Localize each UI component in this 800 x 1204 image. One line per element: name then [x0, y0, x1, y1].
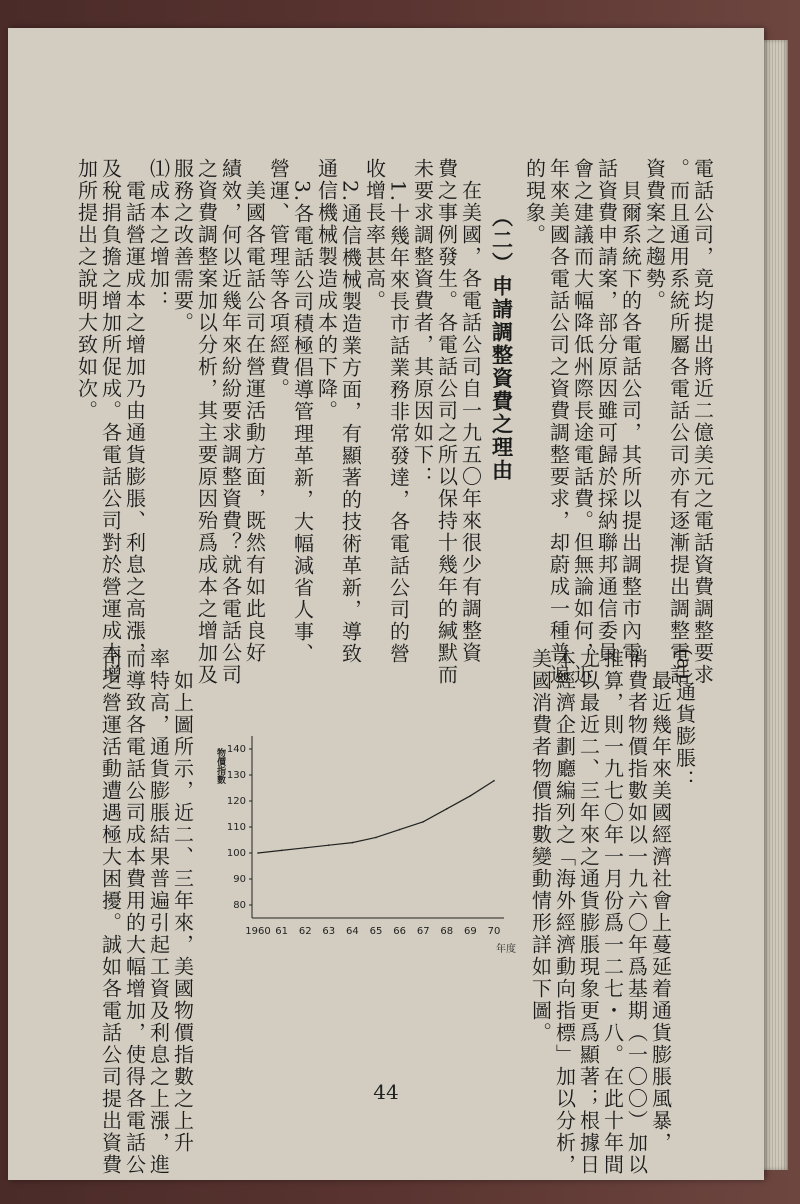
data-point	[328, 844, 330, 846]
br-col-4: 推算，則一九七〇年一月份爲一二七・八。在此十年間	[600, 648, 625, 1176]
top-col-6: 會之建議而大幅降低州際長途電話費。但無論如何，近	[570, 158, 595, 686]
top-col-24: 電話營運成本之增加乃由通貨膨脹、利息之高漲，	[122, 158, 147, 664]
data-point	[352, 842, 354, 844]
data-point	[446, 808, 448, 810]
data-point	[493, 780, 495, 782]
y-tick-label: 140	[226, 744, 246, 755]
data-point	[304, 847, 306, 849]
price-index-chart	[204, 718, 534, 968]
top-col-5: 話資費申請案，部分原因雖可歸於採納聯邦通信委員	[594, 158, 619, 664]
x-tick-label: 70	[487, 926, 501, 937]
data-point	[399, 829, 401, 831]
br-col-1: (a)通貨膨脹：	[672, 648, 697, 792]
x-tick-label: 68	[440, 926, 454, 937]
page-edges	[764, 40, 788, 1170]
top-col-4: 貝爾系統下的各電話公司，其所以提出調整市內電	[618, 158, 643, 664]
top-col-12: 未要求調整資費者，其原因如下：	[410, 158, 435, 488]
top-col-26: 加所提出之說明大致如次。	[74, 158, 99, 422]
y-tick-label: 100	[226, 848, 246, 859]
data-point	[375, 837, 377, 839]
top-col-25: 及稅捐負擔之增加所促成。各電話公司對於營運成本增	[98, 158, 123, 686]
y-axis-label: 物價指數	[215, 748, 225, 784]
top-col-19: 美國各電話公司在營運活動方面，既然有如此良好	[242, 158, 267, 664]
x-axis-label: 年度	[496, 944, 516, 955]
top-col-23: ⑴成本之增加：	[146, 158, 171, 312]
br-col-2: 最近幾年來美國經濟社會上蔓延着通貨膨脹風暴，	[648, 648, 673, 1154]
y-tick-label: 120	[226, 796, 246, 807]
x-tick-label: 65	[369, 926, 383, 937]
top-col-22: 服務之改善需要。	[170, 158, 195, 334]
x-tick-label: 64	[346, 926, 359, 937]
top-col-8: 的現象。	[522, 158, 547, 246]
br-col-6: 本經濟企劃廳編列之「海外經濟動向指標」加以分析，	[552, 648, 577, 1176]
y-tick-label: 130	[226, 770, 246, 781]
br-col-3: 消費者物價指數如以一九六〇年爲基期（一〇〇）加以	[624, 648, 649, 1176]
top-col-16: 通信機械製造成本的下降。	[314, 158, 339, 422]
data-point	[281, 850, 283, 852]
top-col-21: 之資費調整案加以分析，其主要原因殆爲成本之增加及	[194, 158, 219, 686]
data-point	[422, 821, 424, 823]
section-heading: （二）申請調整資費之理由	[489, 206, 515, 482]
page-number: 44	[373, 1080, 399, 1104]
top-col-11: 費之事例發生。各電話公司之所以保持十幾年的緘默而	[434, 158, 459, 686]
book-page	[8, 28, 764, 1180]
x-tick-label: 62	[298, 926, 312, 937]
br-col-5: 尤以最近二、三年來之通貨膨脹現象更爲顯著；根據日	[576, 648, 601, 1176]
top-col-18: 營運、管理等各項經費。	[266, 158, 291, 400]
y-tick-label: 110	[226, 822, 246, 833]
x-tick-label: 61	[275, 926, 288, 937]
bl-col-1: 如上圖所示，近二、三年來，美國物價指數之上升	[170, 648, 195, 1154]
x-tick-label: 66	[393, 926, 406, 937]
y-tick-label: 80	[233, 900, 246, 911]
top-col-1: 電話公司，竟均提出將近二億美元之電話資費調整要求	[690, 158, 715, 686]
bl-col-3: 而導致各電話公司成本費用的大幅增加，使得各電話公	[122, 648, 147, 1176]
x-tick-label: 1960	[245, 926, 271, 937]
bl-col-4: 司之營運活動遭遇極大困擾。誠如各電話公司提出資費	[98, 648, 123, 1176]
top-col-17: 3.各電話公司積極倡導管理革新，大幅減省人事、	[290, 158, 315, 666]
top-col-14: 收增長率甚高。	[362, 158, 387, 312]
top-col-10: 在美國，各電話公司自一九五〇年來很少有調整資	[458, 158, 483, 664]
y-tick-label: 90	[233, 874, 246, 885]
br-col-7: 美國消費者物價指數變動情形詳如下圖。	[528, 648, 553, 1044]
top-col-13: 1.十幾年來長市話業務非常發達，各電話公司的營	[386, 158, 411, 666]
bl-col-2: 率特高，通貨膨脹結果普遍引起工資及利息之上漲，進	[146, 648, 171, 1176]
x-tick-label: 67	[416, 926, 430, 937]
data-point	[470, 795, 472, 797]
data-point	[257, 852, 259, 854]
top-col-7: 年來美國各電話公司之資費調整要求，却蔚成一種普遍	[546, 158, 571, 686]
top-col-3: 資費案之趨勢。	[642, 158, 667, 312]
x-tick-label: 69	[464, 926, 477, 937]
top-col-2: 。而且通用系統所屬各電話公司亦有逐漸提出調整電話	[666, 158, 691, 686]
x-tick-label: 63	[322, 926, 336, 937]
top-col-15: 2.通信機械製造業方面，有顯著的技術革新，導致	[338, 158, 363, 666]
top-col-20: 績效，何以近幾年來紛紛要求調整資費？就各電話公司	[218, 158, 243, 686]
series-line	[258, 781, 494, 853]
